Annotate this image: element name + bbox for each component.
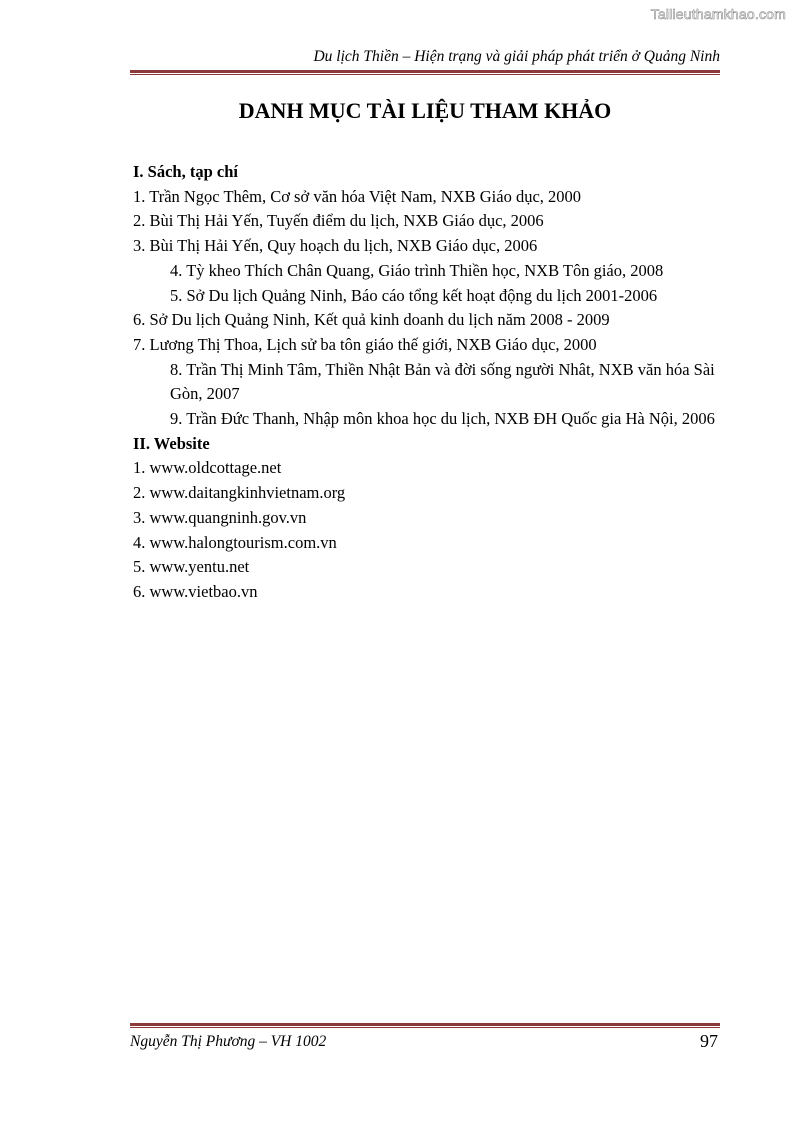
running-header: Du lịch Thiền – Hiện trạng và giải pháp phát triển ở Quảng Ninh: [313, 48, 720, 65]
page-title: DANH MỤC TÀI LIỆU THAM KHẢO: [238, 98, 612, 123]
header-rule: [130, 70, 720, 73]
page-number: 97: [700, 1031, 718, 1051]
footer-rule: [130, 1023, 720, 1026]
reference-list: [133, 160, 723, 605]
website-link: 4. www.halongtourism.com.vn: [133, 532, 337, 552]
watermark-text: Tailieuthamkhao.com: [650, 6, 786, 22]
website-link: 6. www.vietbao.vn: [133, 581, 258, 601]
section-heading-websites: II. Website: [133, 433, 210, 453]
list-item: 6. Sở Du lịch Quảng Ninh, Kết quả kinh doanh du lịch năm 2008 - 2009: [133, 310, 610, 330]
list-item: 4. Tỳ kheo Thích Chân Quang, Giáo trình Thiền học, NXB Tôn giáo, 2008: [170, 260, 664, 280]
website-link: 3. www.quangninh.gov.vn: [133, 507, 307, 527]
list-item: 8. Trần Thị Minh Tâm, Thiền Nhật Bản và đời sống người Nhât, NXB văn hóa Sài Gòn, 2007: [170, 359, 715, 404]
list-item: 9. Trần Đức Thanh, Nhập môn khoa học du lịch, NXB ĐH Quốc gia Hà Nội, 2006: [170, 409, 715, 429]
list-item: 1. Trần Ngọc Thêm, Cơ sở văn hóa Việt Nam, NXB Giáo dục, 2000: [133, 186, 582, 206]
section-heading-books: I. Sách, tạp chí: [133, 162, 238, 181]
website-link: 1. www.oldcottage.net: [133, 458, 282, 478]
list-item: 5. Sở Du lịch Quảng Ninh, Báo cáo tổng kết hoạt động du lịch 2001-2006: [170, 285, 658, 305]
website-link: 5. www.yentu.net: [133, 557, 250, 577]
website-link: 2. www.daitangkinhvietnam.org: [133, 483, 346, 503]
footer-author: Nguyễn Thị Phương – VH 1002: [130, 1033, 327, 1050]
list-item: 2. Bùi Thị Hải Yến, Tuyến điểm du lịch, NXB Giáo dục, 2006: [133, 211, 544, 231]
list-item: 7. Lương Thị Thoa, Lịch sử ba tôn giáo thế giới, NXB Giáo dục, 2000: [133, 334, 597, 354]
list-item: 3. Bùi Thị Hải Yến, Quy hoạch du lịch, NXB Giáo dục, 2006: [133, 236, 538, 256]
